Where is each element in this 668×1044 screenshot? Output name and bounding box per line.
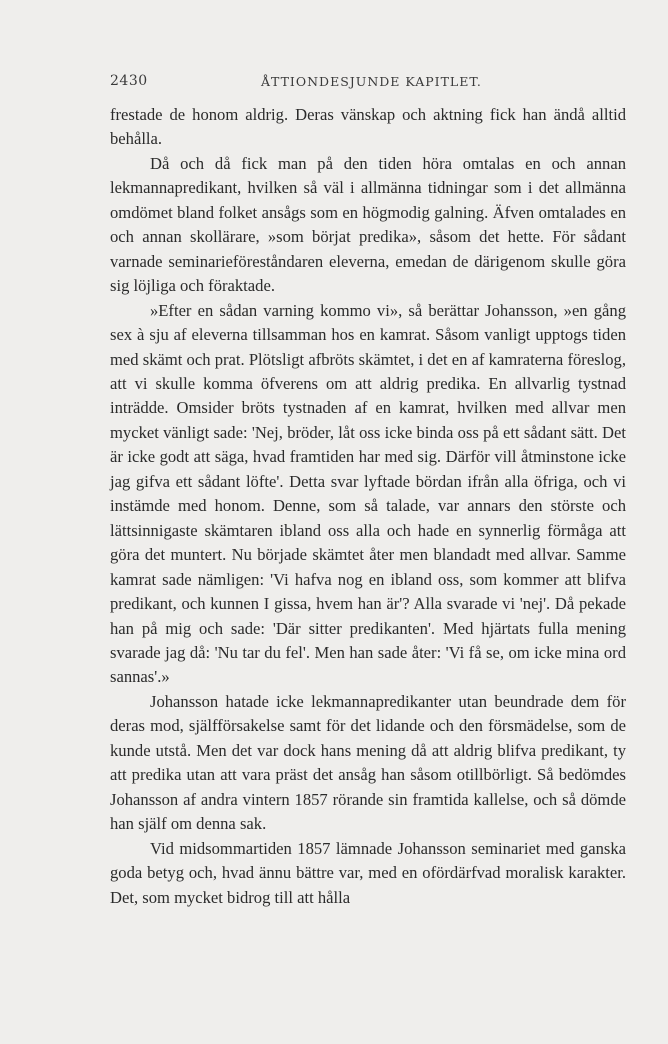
chapter-title: ÅTTIONDESJUNDE KAPITLET. <box>261 74 482 89</box>
paragraph: Johansson hatade icke lekmannapredikanter utan beundrade dem för deras mod, själfförsakelse samt för det lidande och den försmädelse, som de kunde utstå. Men det var dock hans mening då att aldrig blifva predikant, ty att predika utan att vara präst det ansåg han såsom otillbörligt. Så bedömdes Johansson af andra vintern 1857 rörande sin framtida kallelse, och så dömde han själf om denna sak. <box>110 691 626 834</box>
page-header <box>110 73 626 93</box>
paragraph-quote: »Efter en sådan varning kommo vi», så berättar Johansson, »en gång sex à sju af eleverna tillsamman hos en kamrat. Såsom vanligt upptogs tiden med skämt och prat. Plötsligt afbröts skämtet, i det en af kamraterna föreslog, att vi skulle komma öfverens om att aldrig predika. En allvarlig tystnad inträdde. Omsider bröts tystnaden af en kamrat, hvilken med allvar men mycket vänligt sade: 'Nej, bröder, låt oss icke binda oss på ett sådant sätt. Det är icke godt att säga, hvad framtiden har med sig. Därför vill åtminstone icke jag gifva ett sådant löfte'. Detta svar lyftade bördan ifrån alla öfriga, och vi instämde med honom. Denne, som så talade, var annars den störste och lättsinnigaste skämtaren ibland oss alla och hade en synnerlig förmåga att göra det muntert. Nu började skämtet åter men blandadt med allvar. Samme kamrat sade nämligen: 'Vi hafva nog en ibland oss, som kommer att blifva predikant, och kunnen I gissa, hvem han är'? Alla svarade vi 'nej'. Då pekade han på mig och sade: 'Där sitter predikanten'. Med hjärtats fulla mening svarade jag då: 'Nu tar du fel'. Men han sade åter: 'Vi få se, om icke mina ord sannas'.» <box>110 300 626 687</box>
paragraph: Då och då fick man på den tiden höra omtalas en och annan lekmannapredikant, hvilken så väl i allmänna tidningar som i det allmänna omdömet bland folket ansågs som en högmodig galning. Äfven omtalades en och annan skollärare, »som börjat predika», såsom det hette. För sådant varnade seminarieföreståndaren eleverna, emedan de därigenom skulle göra sig löjliga och föraktade. <box>110 153 626 296</box>
paragraph: Vid midsommartiden 1857 lämnade Johansson seminariet med ganska goda betyg och, hvad ännu bättre var, med en ofördärfvad moralisk karakter. Det, som mycket bidrog till att hålla <box>110 838 626 907</box>
paragraph-continuation: frestade de honom aldrig. Deras vänskap och aktning fick han ändå alltid behålla. <box>110 105 626 149</box>
body-text <box>110 103 626 910</box>
page-number: 2430 <box>110 73 148 89</box>
